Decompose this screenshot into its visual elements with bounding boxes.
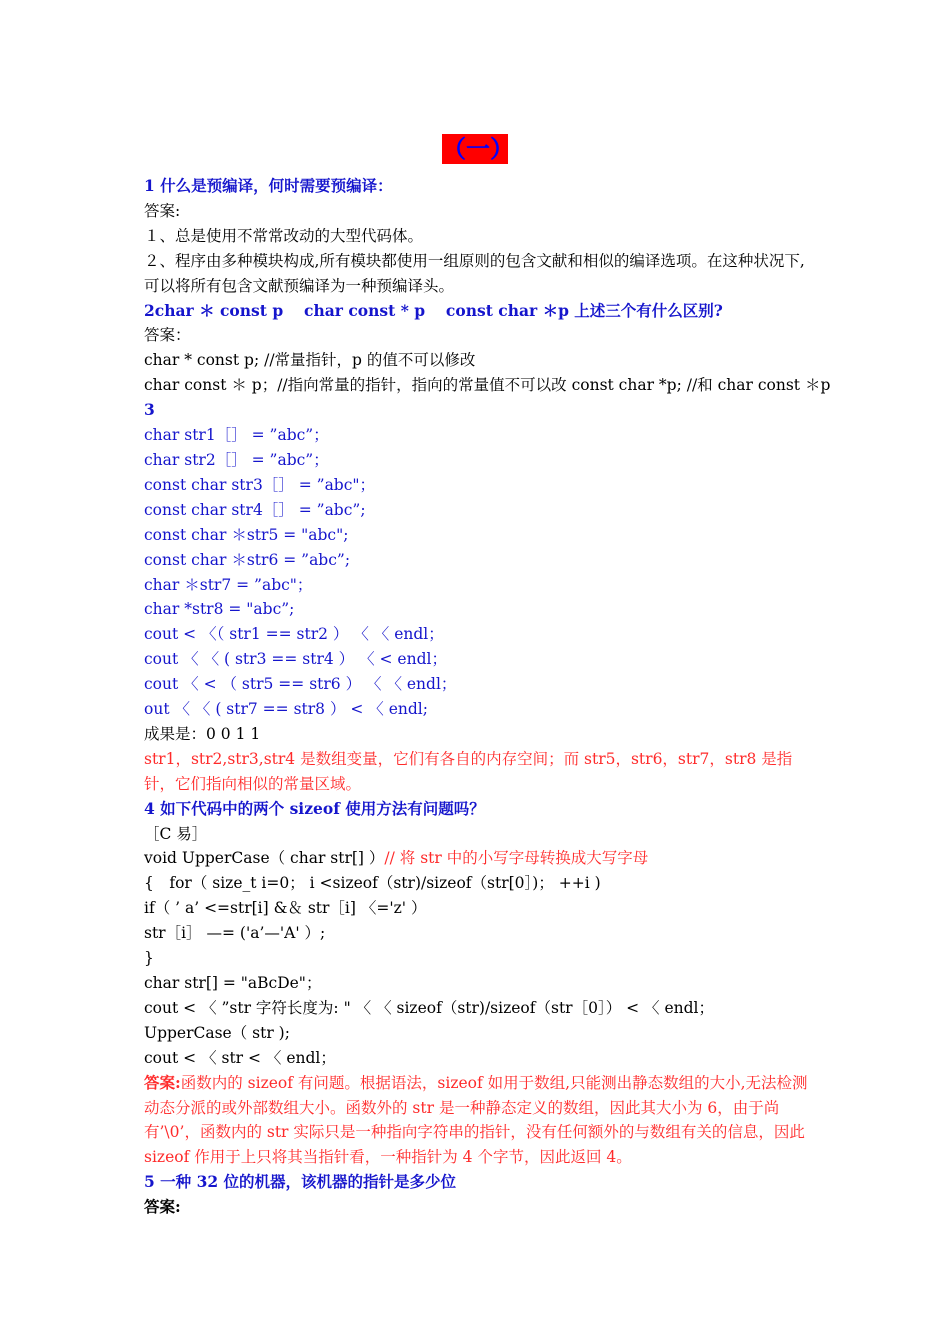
- code-text: void UpperCase（ char str[] ）: [144, 849, 385, 868]
- text-line: const char str3［］ = ”abc"；: [144, 475, 376, 494]
- text-line: const char ＊str6 = ”abc”;: [144, 550, 351, 569]
- text-line: 答案:: [144, 201, 181, 220]
- question-heading: 5 一种 32 位的机器，该机器的指针是多少位: [144, 1172, 457, 1192]
- text-line: char str1［］ = ”abc”；: [144, 426, 329, 445]
- text-line: ２、程序由多种模块构成,所有模块都使用一组原则的包含文献和相似的编译选项。在这种状况下,可以将所有包含文献预编译为一种预编译头。: [144, 251, 805, 295]
- answer-text: 函数内的 sizeof 有问题。根据语法，sizeof 如用于数组,只能测出静态数组的大小,无法检测动态分派的或外部数组大小。函数外的 str 是一种静态定义的数组，因此其大小为 6，由于尚有’\0’，函数内的 str 实际只是一种指向字符串的指针，没有任何额外的与数组有关的信息，因此 sizeof 作用于上只将其当指针看，一种指针为 4 个字节，因此返回 4。: [144, 1073, 808, 1167]
- answer-paragraph: [144, 1071, 812, 1171]
- text-line: char const ＊ p；//指向常量的指针，指向的常量值不可以改 const char *p; //和 char const ＊p: [144, 376, 831, 395]
- text-line: char str2［］ = ”abc”；: [144, 450, 329, 469]
- text-line: 成果是：0 0 1 1: [144, 724, 261, 743]
- text-line: cout 〈 〈 ( str3 == str4 ） 〈 < endl；: [144, 650, 447, 669]
- question-heading: 2char ＊ const p char const * p const char ＊p 上述三个有什么区别?: [144, 300, 723, 320]
- text-line: { for（ size_t i=0； i <sizeof（str)/sizeof（str[0］)； ++i ): [144, 874, 601, 893]
- text-line: str1，str2,str3,str4 是数组变量，它们有各自的内存空间；而 str5，str6，str7，str8 是指针，它们指向相似的常量区域。: [144, 749, 793, 793]
- text-line: str［i］ —= ('a’—'A' ）;: [144, 924, 326, 943]
- text-line: １、总是使用不常常改动的大型代码体。: [144, 226, 424, 245]
- text-line: UpperCase（ str );: [144, 1023, 290, 1042]
- text-line: cout < 〈（ str1 == str2 ） 〈 〈 endl；: [144, 625, 444, 644]
- text-line: char *str8 = "abc”;: [144, 600, 295, 619]
- text-line: const char str4［］ = ”abc”;: [144, 500, 366, 519]
- question-heading: 4 如下代码中的两个 sizeof 使用方法有问题吗？: [144, 798, 485, 818]
- question-heading: 1 什么是预编译，何时需要预编译：: [144, 176, 393, 195]
- question-heading: 3: [144, 400, 155, 420]
- document-body: [144, 174, 831, 1220]
- text-line: ［C 易］: [144, 824, 208, 843]
- section-title: （一）: [442, 134, 514, 163]
- text-line: char ＊str7 = ”abc"；: [144, 575, 313, 594]
- text-line: 答案：: [144, 326, 191, 345]
- text-line: }: [144, 949, 154, 968]
- text-line: cout < 〈 ”str 字符长度为: " 〈 〈 sizeof（str)/sizeof（str［0］） < 〈 endl；: [144, 998, 715, 1017]
- text-line: out 〈 〈 ( str7 == str8 ） < 〈 endl;: [144, 700, 428, 719]
- answer-label: 答案:: [144, 1072, 181, 1092]
- code-line: [144, 846, 812, 871]
- text-line: cout < 〈 str < 〈 endl；: [144, 1048, 336, 1067]
- text-line: const char ＊str5 = "abc";: [144, 525, 349, 544]
- text-line: cout 〈 < （ str5 == str6 ） 〈 〈 endl；: [144, 675, 457, 694]
- text-line: char str[] = "aBcDe"；: [144, 974, 322, 992]
- text-line: if（ ’ a’ <=str[i] &＆ str［i] 〈='z' ）: [144, 899, 427, 918]
- text-line: char * const p; //常量指针，p 的值不可以修改: [144, 351, 476, 370]
- code-comment: // 将 str 中的小写字母转换成大写字母: [384, 849, 649, 868]
- text-line: 答案:: [144, 1197, 181, 1217]
